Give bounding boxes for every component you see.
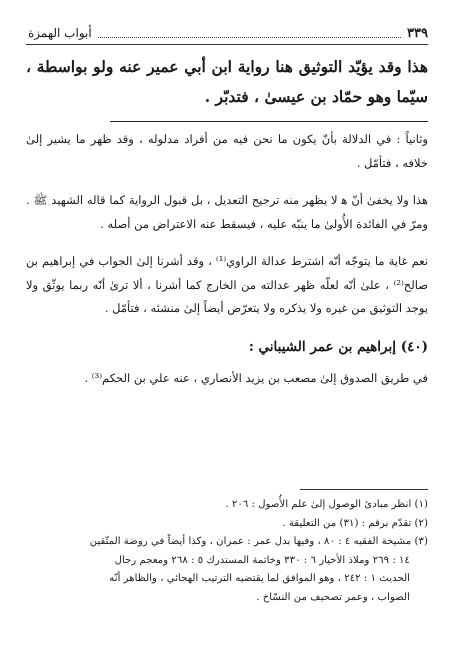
footnotes (26, 496, 428, 607)
entry-title: (٤٠) إبراهيم بن عمر الشيباني : (248, 338, 428, 355)
page-header (28, 22, 428, 44)
footnote-3: (٣) مشيخة الفقيه ٤ : ٨٠ ، وفيها بدل عمر : عمران ، وكذا أيضاً في روضة المتّقين (89, 536, 428, 547)
main-text-rule (110, 121, 428, 122)
footnote-2: (٢) تقدّم برقم : (٣١) من التعليقة . (282, 517, 428, 529)
footnote-3-line-4: الصواب ، وعمر تصحيف من النسّاخ . (256, 591, 410, 603)
footnote-1: (١) انظر مبادئ الوصول إلىٰ علم الأُصول : ٢٠٦ . (225, 499, 428, 510)
paragraph-1: وثانياً : في الدلالة بأنّ يكون ما نحن فيه من أفراد مدلوله ، وقد ظهر ما يشير إلىٰ خلافه ، فتأمّل . (26, 132, 428, 170)
footnote-3-line-3: الحديث ١ : ٢٤٢ ، وهو الموافق لما يقتضيه الترتيب الهجائي ، والظاهر أنّه (109, 573, 410, 584)
commentary-body (26, 128, 428, 390)
entry-text: في طريق الصدوق إلىٰ مصعب بن يزيد الأنصاري ، عنه علي بن الحكم⁽³⁾ . (84, 370, 428, 385)
page-number: ٣٣٩ (407, 25, 428, 41)
paragraph-3: نعم غاية ما يتوجّه أنّه اشترط عدالة الراوي⁽¹⁾ ، وقد أشرنا إلىٰ الجواب في إبراهيم بن صالح⁽²⁾ ، علىٰ أنّه لعلّه ظهر عدالته من الخارج كما أشرنا ، ألا ترىٰ أنّه ربما يوثّق ولا يوجد التوثيق من غيره ولا يذكره ولا يتعرّض أيضاً إلىٰ منشئه ، فتأمّل . (26, 254, 428, 315)
chapter-title: أبواب الهمزة (28, 26, 92, 40)
header-rule (26, 44, 428, 45)
footnote-3-line-2: ١٤ : ٢٦٩ وملاذ الأخيار ٦ : ٣٣٠ وخاتمة المستدرك ٥ : ٢٦٨ ومعجم رجال (114, 554, 410, 566)
paragraph-2: هذا ولا يخفىٰ أنّ ﻫ لا يظهر منه ترجيح التعديل ، بل قبول الرواية كما قاله الشهيد ﷺ . ومرّ في الفائدة الأُولىٰ ما ينبّه عليه ، فيسقط عنه الاعتراض من أصله . (26, 193, 428, 231)
header-dotted-leader (98, 29, 401, 38)
footnote-rule (300, 489, 428, 490)
main-text: هذا وقد يؤيّد التوثيق هنا رواية ابن أبي عمير عنه ولو بواسطة ، سيّما وهو حمّاد بن عيسىٰ ، فتدبّر . (26, 57, 428, 106)
